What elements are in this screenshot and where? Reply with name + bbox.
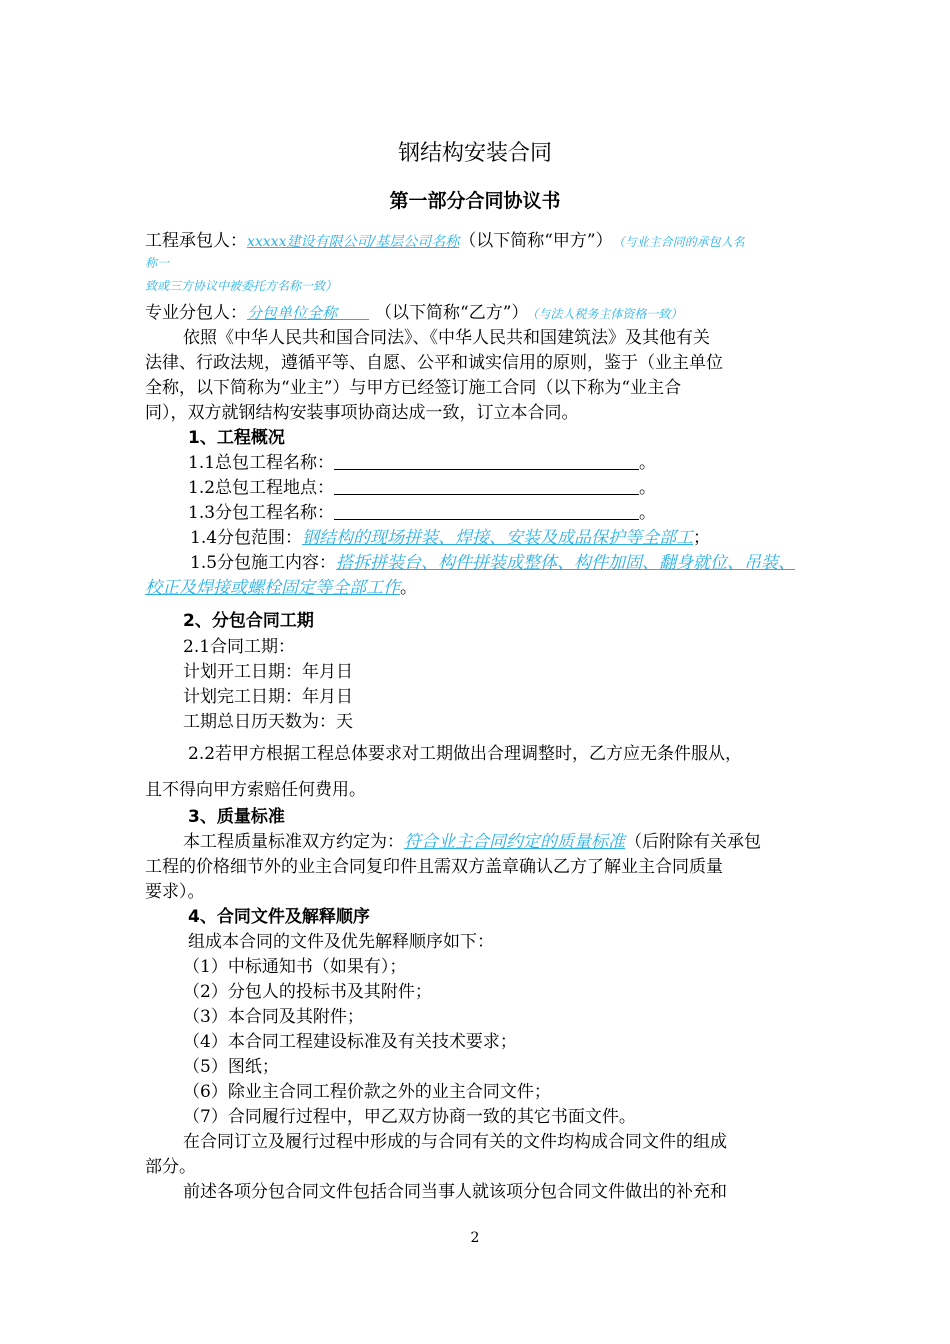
section-4-item-4: （4）本合同工程建设标准及有关技术要求； [183,1032,517,1052]
party-a-value: xxxxx建设有限公司/基层公司名称 [247,234,460,250]
party-b-suffix: （以下简称“乙方”） [375,303,529,323]
item-1-4-label: 1.4分包范围： [190,528,303,548]
section-3-line-1 [183,831,761,853]
party-a-note-line3: 致或三方协议中被委托方名称一致） [145,279,338,293]
item-1-2-blank [334,478,639,495]
section-2-line-6: 且不得向甲方索赔任何费用。 [145,780,366,800]
document-title: 钢结构安装合同 [397,141,552,166]
section-2-line-5: 2.2若甲方根据工程总体要求对工期做出合理调整时，乙方应无条件服从， [188,744,743,764]
section-4-para-3: 前述各项分包合同文件包括合同当事人就该项分包合同文件做出的补充和 [183,1182,727,1202]
section-4-heading: 4、合同文件及解释顺序 [188,907,370,927]
item-1-5-value-1: 搭拆拼装台、构件拼装成整体、构件加固、翻身就位、吊装、 [336,553,796,573]
section-4-para-1: 在合同订立及履行过程中形成的与合同有关的文件均构成合同文件的组成 [183,1132,727,1152]
item-1-1-end: 。 [639,453,657,473]
party-b-value: 分包单位全称 [247,304,338,322]
page-number: 2 [470,1230,480,1246]
section-4-item-3: （3）本合同及其附件； [183,1007,364,1027]
item-1-2-label: 1.2总包工程地点： [188,478,335,498]
document-subtitle: 第一部分合同协议书 [389,190,561,212]
section-4-para-2: 部分。 [145,1157,196,1177]
party-a-note: （与业主合同的承包人名 [618,235,745,249]
section-2-line-3: 计划完工日期：年月日 [183,687,353,707]
section-2-line-4: 工期总日历天数为：天 [183,712,353,732]
section-3-line-3: 要求）。 [145,882,205,902]
item-1-3-end: 。 [639,503,657,523]
item-1-1 [188,452,656,474]
item-1-5 [190,552,795,574]
section-3-prefix: 本工程质量标准双方约定为： [183,832,404,852]
section-4-intro: 组成本合同的文件及优先解释顺序如下： [188,932,494,952]
section-3-value: 符合业主合同约定的质量标准 [404,832,625,852]
item-1-4 [190,527,710,549]
section-3-line-2: 工程的价格细节外的业主合同复印件且需双方盖章确认乙方了解业主合同质量 [145,857,723,877]
intro-line-3: 全称，以下简称为“业主”）与甲方已经签订施工合同（以下称为“业主合 [145,378,682,398]
section-2-line-1: 2.1合同工期： [183,637,296,657]
section-1-heading: 1、工程概况 [188,428,285,448]
section-4-item-6: （6）除业主合同工程价款之外的业主合同文件； [183,1082,551,1102]
item-1-2 [188,477,656,499]
item-1-4-value: 钢结构的现场拼装、焊接、安装及成品保护等全部工 [302,528,694,548]
item-1-5-cont [145,577,417,599]
item-1-3-blank [334,503,639,520]
section-4-item-7: （7）合同履行过程中，甲乙双方协商一致的其它书面文件。 [183,1107,636,1127]
item-1-1-blank [334,453,639,470]
intro-line-2: 法律、行政法规，遵循平等、自愿、公平和诚实信用的原则，鉴于（业主单位 [145,353,723,373]
party-a-suffix: （以下简称“甲方”） [459,231,613,251]
intro-line-1: 依照《中华人民共和国合同法》、《中华人民共和国建筑法》及其他有关 [183,328,710,348]
item-1-5-end: 。 [400,578,417,598]
item-1-3 [188,502,656,524]
section-4-item-1: （1）中标通知书（如果有）； [183,957,407,977]
party-b-note: （与法人税务主体资格一致） [532,307,683,321]
item-1-5-label: 1.5分包施工内容： [190,553,337,573]
party-a-note-line2: 称一 [145,256,170,270]
section-3-suffix: （后附除有关承包 [625,832,761,852]
item-1-5-value-2: 校正及焊接或螺栓固定等全部工作 [145,578,400,598]
section-3-heading: 3、质量标准 [188,807,285,827]
section-2-heading: 2、分包合同工期 [183,611,314,631]
item-1-1-label: 1.1总包工程名称： [188,453,335,473]
item-1-2-end: 。 [639,478,657,498]
party-a-label: 工程承包人： [145,231,247,251]
intro-line-4: 同），双方就钢结构安装事项协商达成一致，订立本合同。 [145,403,579,423]
item-1-3-label: 1.3分包工程名称： [188,503,335,523]
section-4-item-2: （2）分包人的投标书及其附件； [183,982,432,1002]
party-b-blank [337,305,369,320]
item-1-4-end: ； [693,528,711,548]
party-b-line [145,302,682,325]
section-2-line-2: 计划开工日期：年月日 [183,662,353,682]
section-4-item-5: （5）图纸； [183,1057,279,1077]
party-b-label: 专业分包人： [145,303,247,323]
party-a-line [145,230,745,253]
